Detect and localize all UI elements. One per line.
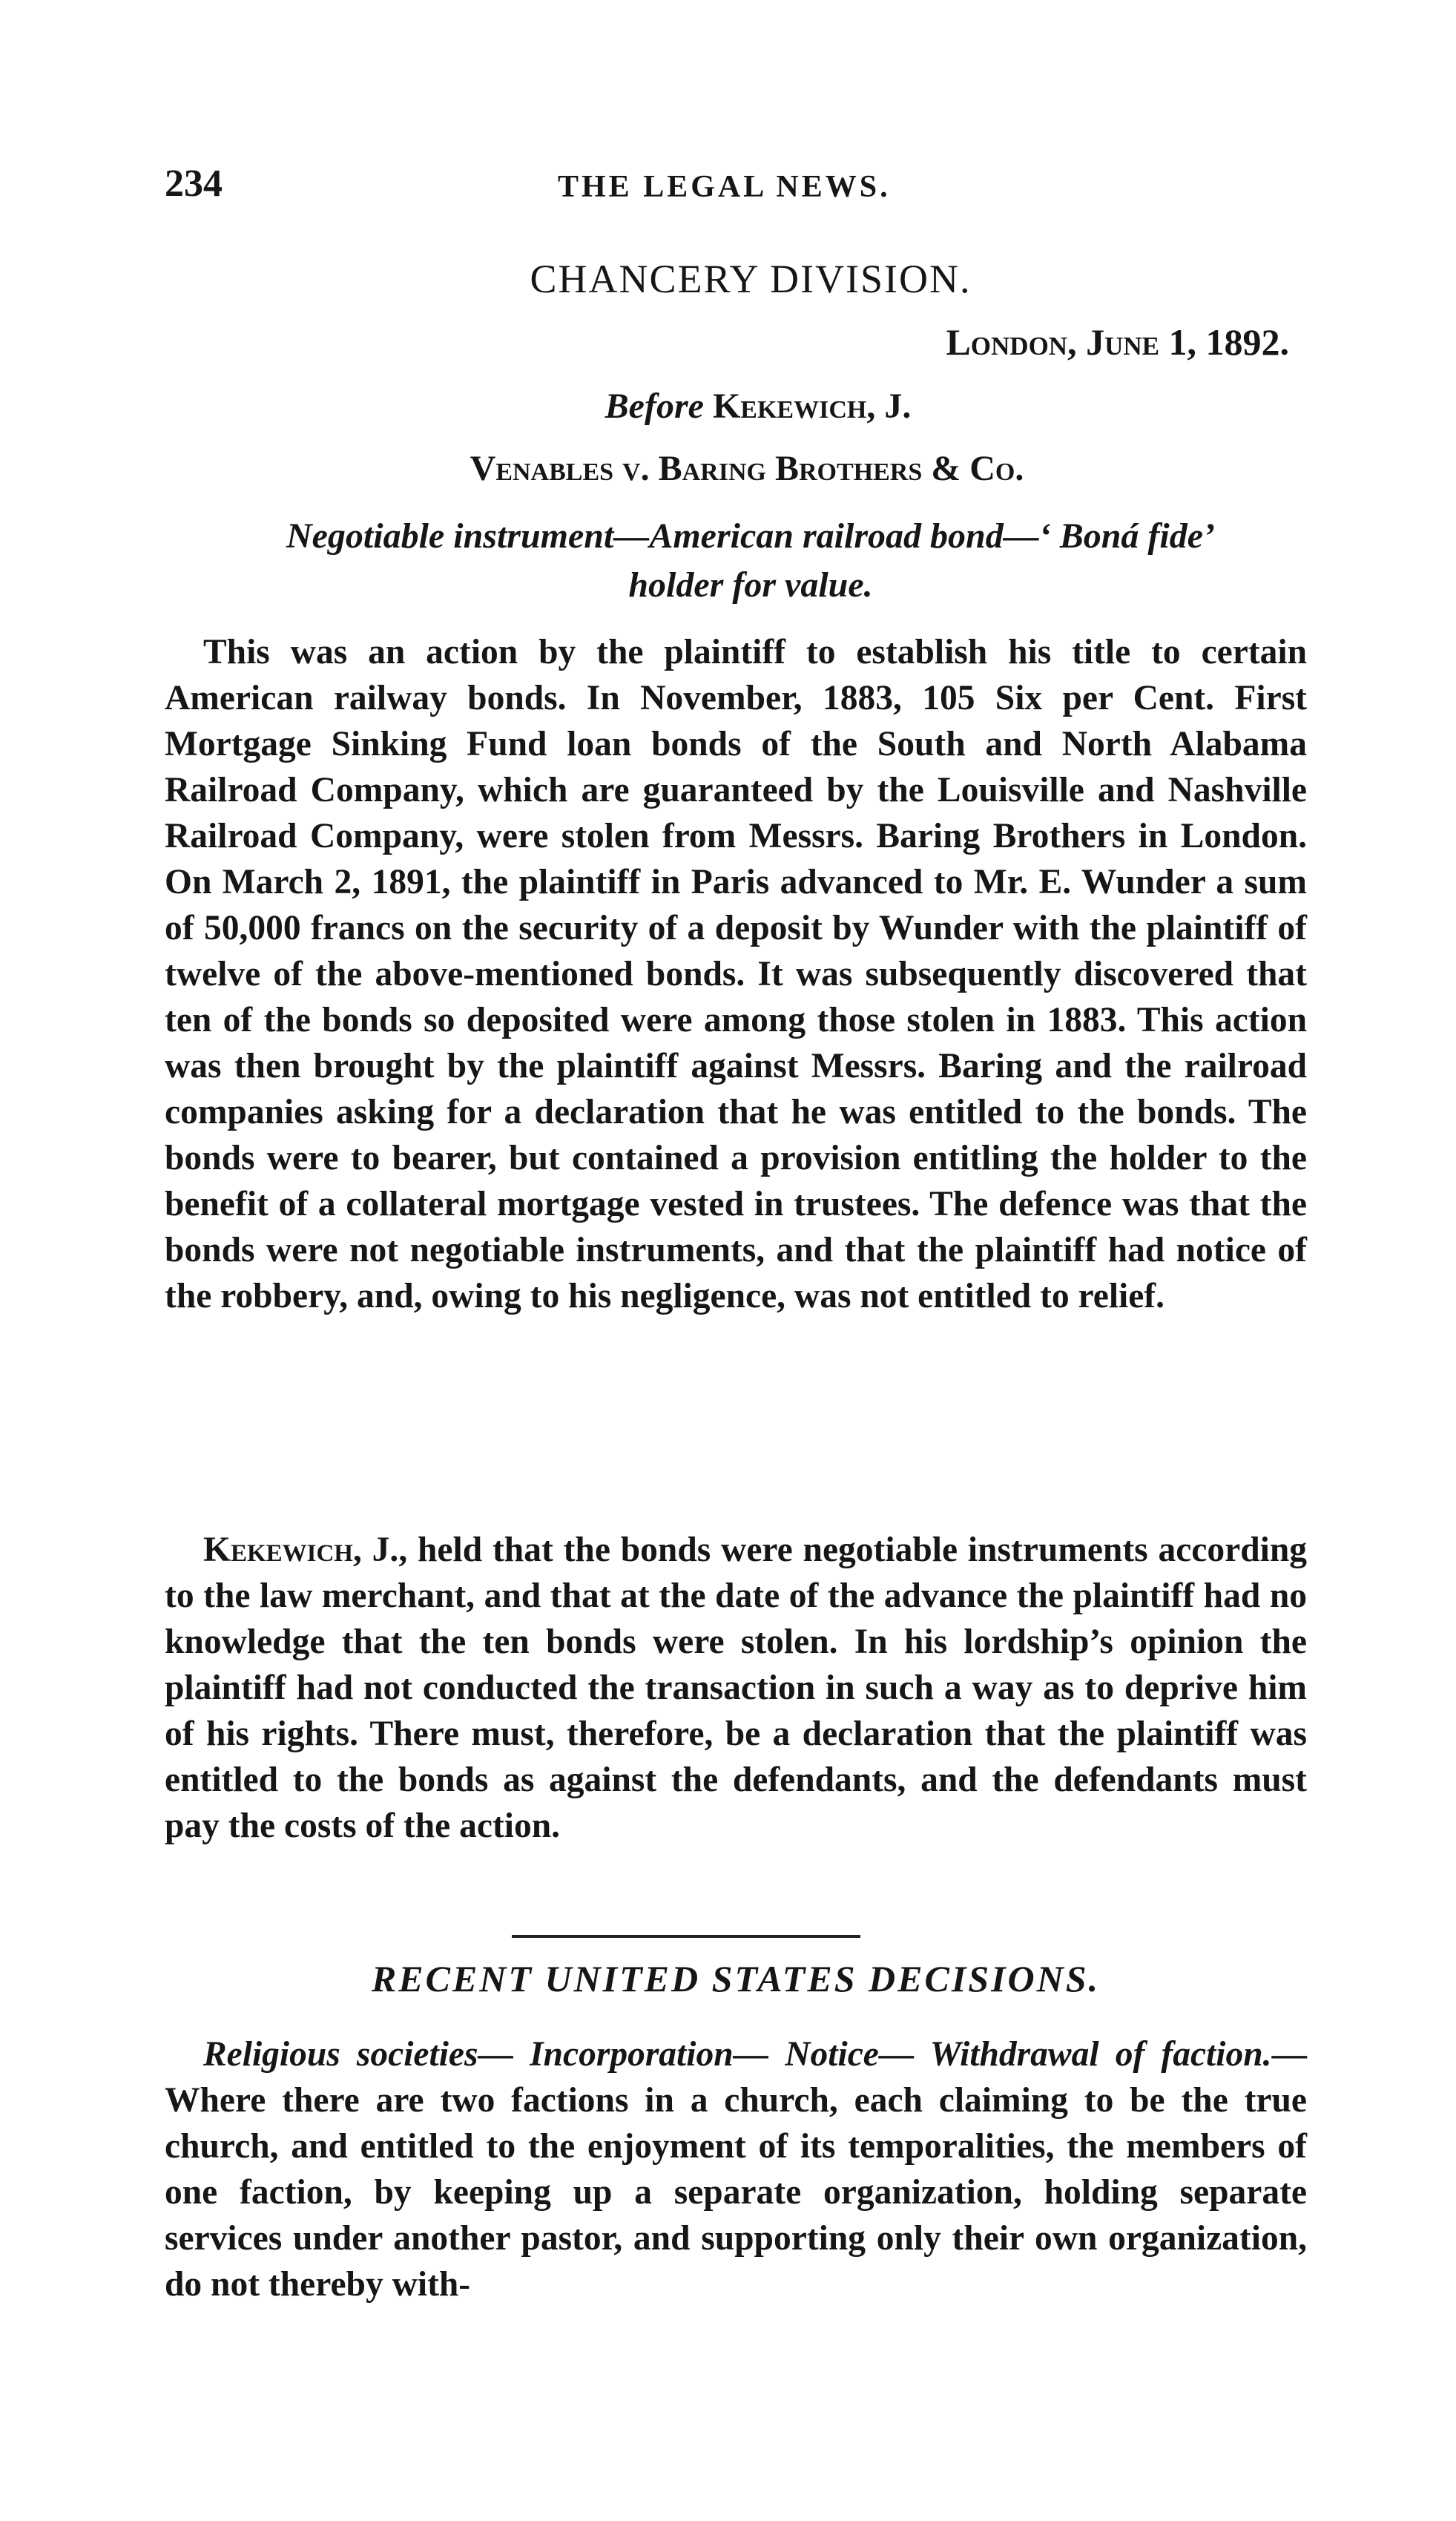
division-heading: CHANCERY DIVISION.: [530, 257, 972, 301]
page-number: 234: [165, 162, 223, 205]
headnote: [165, 512, 1307, 610]
section-divider: [512, 1935, 860, 1938]
holding-paragraph: [165, 1527, 1307, 1849]
facts-text: This was an action by the plaintiff to establish his title to certain American railway bonds. In November, 1883, 105 Six per Cent. First Mortgage Sinking Fund loan bonds of the South and North Alabama Railroad Company, which are guaranteed by the Louisville and Nashville Railroad Company, were stolen from Messrs. Baring Brothers in London. On March 2, 1891, the plaintiff in Paris advanced to Mr. E. Wunder a sum of 50,000 francs on the security of a deposit by Wunder with the plaintiff of twelve of the above-mentioned bonds. It was subsequently discovered that ten of the bonds so deposited were among those stolen in 1883. This action was then brought by the plaintiff against Messrs. Baring and the railroad companies asking for a declaration that he was entitled to the bonds. The bonds were to bearer, but contained a provision entitling the holder to the benefit of a collateral mortgage vested in trustees. The defence was that the bonds were not negotiable instruments, and that the plaintiff had notice of the robbery, and, owing to his negligence, was not entitled to relief.: [165, 633, 1307, 1315]
headnote-line: holder for value.: [628, 565, 873, 605]
decision-paragraph: [165, 2031, 1307, 2307]
journal-title: THE LEGAL NEWS.: [558, 170, 891, 204]
section-heading: RECENT UNITED STATES DECISIONS.: [371, 1958, 1101, 1999]
decision-text: —Where there are two factions in a church, each claiming to be the true church, and entitled to the enjoyment of its temporalities, the members of one faction, by keeping up a separate organization, holding separate services under another pastor, and supporting only their own organization, do not thereby with-: [165, 2035, 1307, 2304]
before-label: Before: [605, 387, 704, 426]
dateline-date: , June 1, 1892.: [1067, 321, 1289, 363]
facts-paragraph: [165, 629, 1307, 1319]
dateline-place: London: [946, 321, 1068, 363]
judge-name: Kekewich, J.: [712, 387, 912, 426]
holding-text: , held that the bonds were negotiable instruments according to the law merchant, and that at the date of the advance the plaintiff had no knowledge that the ten bonds were stolen. In his lordship’s opinion the plaintiff had not conducted the transaction in such a way as to deprive him of his rights. There must, therefore, be a declaration that the plaintiff was entitled to the bonds as against the defendants, and the defendants must pay the costs of the action.: [165, 1531, 1307, 1845]
running-head: [165, 162, 1307, 214]
dateline: [946, 321, 1289, 364]
decision-topic: Religious societies— Incorporation— Notice— Withdrawal of faction.: [203, 2035, 1272, 2074]
holding-judge: Kekewich, J.: [203, 1531, 399, 1569]
case-title: Venables v. Baring Brothers & Co.: [470, 449, 1024, 488]
judge-line: [165, 386, 1307, 427]
headnote-line: Negotiable instrument—American railroad bond—‘ Boná fide’: [286, 516, 1216, 556]
